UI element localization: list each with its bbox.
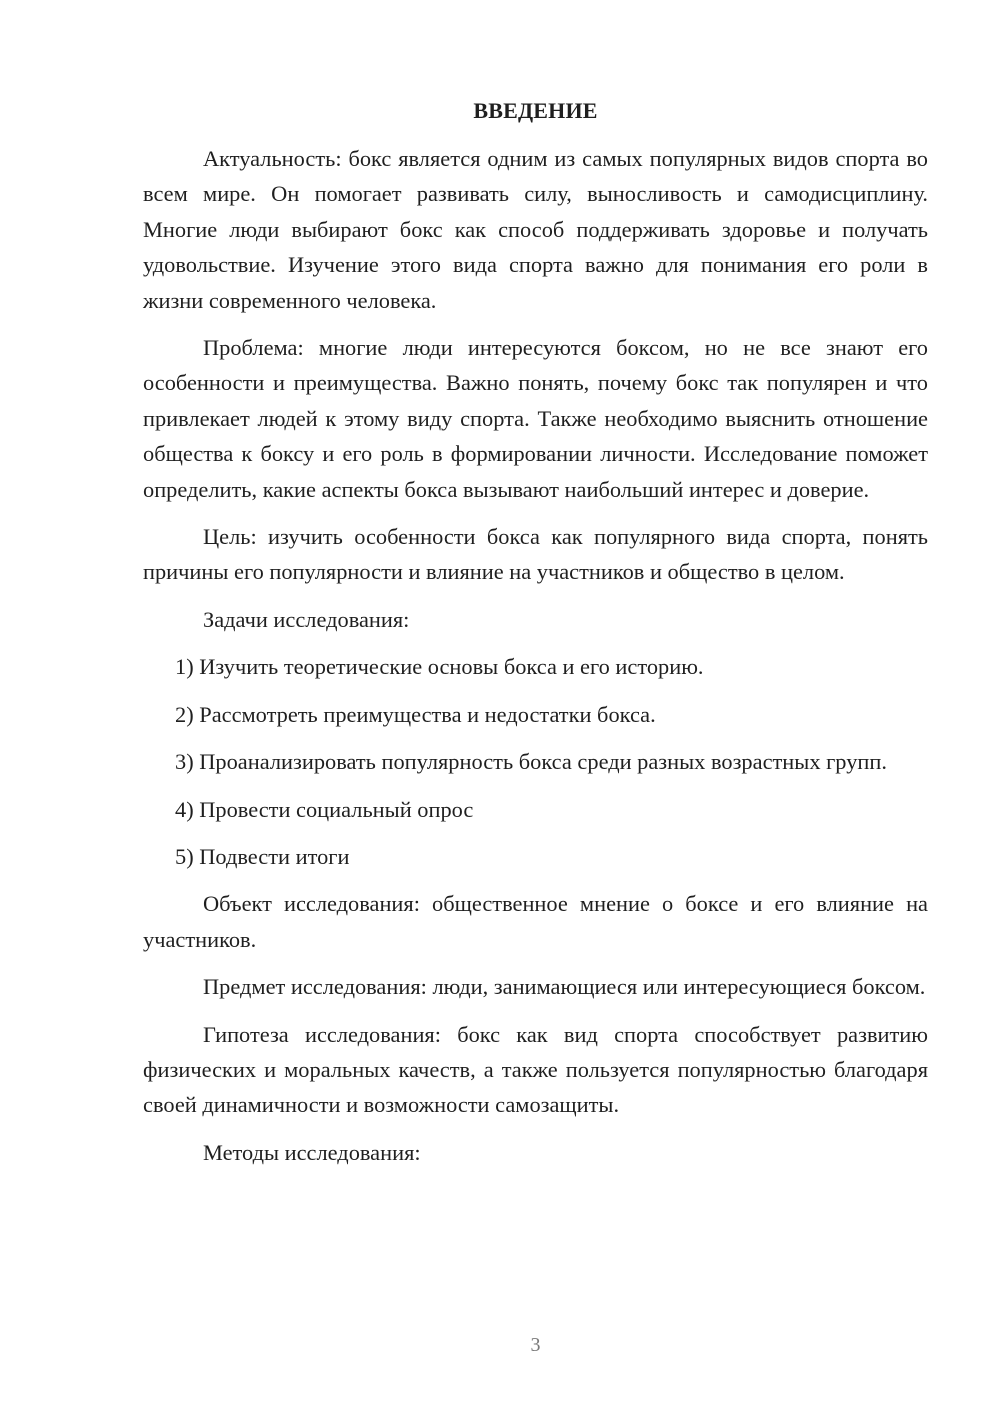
paragraph-subject: Предмет исследования: люди, занимающиеся или интересующиеся боксом. (203, 974, 926, 1000)
task-item-4: 4) Провести социальный опрос (175, 796, 474, 822)
task-item-1: 1) Изучить теоретические основы бокса и его историю. (175, 654, 704, 680)
page-title: ВВЕДЕНИЕ (473, 98, 598, 123)
paragraph-goal: Цель: изучить особенности бокса как популярного вида спорта, понять причины его популярности и влияние на участников и общество в целом. (143, 524, 928, 585)
paragraph-problem: Проблема: многие люди интересуются боксом, но не все знают его особенности и преимущества. Важно понять, почему бокс так популярен и что привлекает людей к этому виду спорта. Также необходимо выяснить отношение общества к боксу и его роль в формировании личности. Исследование поможет определить, какие аспекты бокса вызывают наибольший интерес и доверие. (143, 335, 928, 502)
task-item-5: 5) Подвести итоги (175, 843, 350, 869)
document-page (143, 0, 928, 1414)
page-number: 3 (530, 1334, 541, 1356)
document-body (143, 141, 928, 1182)
paragraph-hypothesis: Гипотеза исследования: бокс как вид спорта способствует развитию физических и моральных качеств, а также пользуется популярностью благодаря своей динамичности и возможности самозащиты. (143, 1021, 928, 1118)
task-item-2: 2) Рассмотреть преимущества и недостатки бокса. (175, 701, 656, 727)
paragraph-methods: Методы исследования: (203, 1139, 421, 1165)
task-item-3: 3) Проанализировать популярность бокса среди разных возрастных групп. (175, 749, 887, 775)
paragraph-tasks-heading: Задачи исследования: (203, 606, 410, 632)
paragraph-object: Объект исследования: общественное мнение о боксе и его влияние на участников. (143, 891, 928, 952)
paragraph-relevance: Актуальность: бокс является одним из самых популярных видов спорта во всем мире. Он помогает развивать силу, выносливость и самодисциплину. Многие люди выбирают бокс как способ поддерживать здоровье и получать удовольствие. Изучение этого вида спорта важно для понимания его роли в жизни современного человека. (143, 146, 928, 313)
